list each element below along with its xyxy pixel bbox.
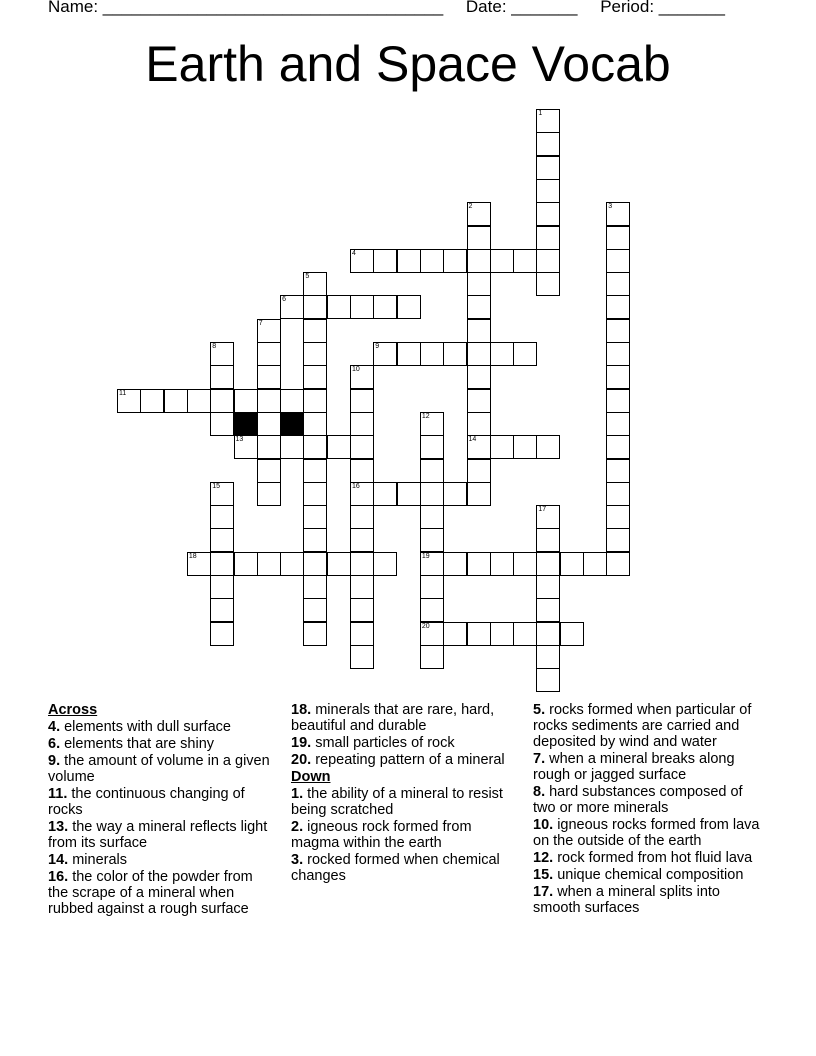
clue-number: 4 bbox=[352, 249, 356, 257]
crossword-cell[interactable] bbox=[234, 552, 258, 576]
clue-number: 1 bbox=[538, 110, 543, 117]
crossword-cell[interactable] bbox=[606, 342, 630, 366]
clue-label-number: 1. bbox=[291, 786, 304, 802]
crossword-cell[interactable] bbox=[513, 249, 537, 273]
clue-number: 18 bbox=[188, 552, 197, 560]
clue-text: the continuous changing of rocks bbox=[48, 786, 245, 818]
clue-label-number: 17. bbox=[533, 884, 554, 900]
crossword-cell[interactable] bbox=[490, 249, 514, 273]
crossword-cell[interactable] bbox=[420, 528, 444, 552]
clue-label-number: 11. bbox=[48, 786, 68, 802]
clue-label-number: 14. bbox=[48, 852, 69, 868]
crossword-cell[interactable] bbox=[373, 342, 397, 366]
crossword-cell[interactable] bbox=[536, 528, 560, 552]
down-clue bbox=[533, 884, 768, 916]
clue-text: the color of the powder from the scrape of a mineral when rubbed against a rough surface bbox=[48, 869, 253, 917]
clue-number: 7 bbox=[258, 319, 263, 327]
crossword-cell[interactable] bbox=[420, 645, 444, 669]
crossword-cell[interactable] bbox=[303, 365, 327, 389]
crossword-cell[interactable] bbox=[606, 249, 630, 273]
clue-number: 6 bbox=[282, 296, 286, 304]
clue-label-number: 13. bbox=[48, 819, 69, 835]
crossword-cell[interactable] bbox=[257, 365, 281, 389]
clue-text: when a mineral breaks along rough or jagged surface bbox=[533, 751, 735, 783]
crossword-cell[interactable] bbox=[350, 598, 374, 622]
crossword-cell[interactable] bbox=[606, 272, 630, 296]
across-heading: Across bbox=[48, 702, 98, 718]
clue-text: elements that are shiny bbox=[60, 736, 215, 752]
crossword-cell[interactable] bbox=[606, 389, 630, 413]
crossword-cell[interactable] bbox=[350, 295, 374, 319]
crossword-cell[interactable] bbox=[536, 645, 560, 669]
crossword-cell[interactable] bbox=[303, 598, 327, 622]
clue-text: rocks formed when particular of rocks sediments are carried and deposited by wind and water bbox=[533, 702, 752, 750]
crossword-cell[interactable] bbox=[234, 435, 258, 459]
crossword-cell[interactable] bbox=[257, 412, 281, 436]
crossword-cell[interactable] bbox=[373, 482, 397, 506]
crossword-cell[interactable] bbox=[420, 249, 444, 273]
crossword-cell[interactable] bbox=[467, 272, 491, 296]
crossword-cell[interactable] bbox=[583, 552, 607, 576]
crossword-cell[interactable] bbox=[117, 389, 141, 413]
crossword-cell[interactable] bbox=[536, 622, 560, 646]
down-clue bbox=[533, 817, 768, 849]
crossword-cell[interactable] bbox=[536, 552, 560, 576]
crossword-cell[interactable] bbox=[303, 575, 327, 599]
across-clue bbox=[48, 753, 273, 785]
crossword-cell[interactable] bbox=[420, 342, 444, 366]
clue-number: 19 bbox=[421, 552, 430, 560]
crossword-cell[interactable] bbox=[606, 319, 630, 343]
clue-label-number: 5. bbox=[533, 702, 546, 718]
clues-column-1 bbox=[48, 702, 273, 918]
black-cell bbox=[234, 412, 258, 436]
crossword-cell[interactable] bbox=[350, 459, 374, 483]
crossword-cell[interactable] bbox=[443, 622, 467, 646]
crossword-cell[interactable] bbox=[210, 482, 234, 506]
across-clue bbox=[48, 869, 273, 917]
crossword-cell[interactable] bbox=[606, 295, 630, 319]
down-clue bbox=[533, 784, 768, 816]
crossword-cell[interactable] bbox=[257, 342, 281, 366]
clue-text: the amount of volume in a given volume bbox=[48, 753, 270, 785]
clue-text: unique chemical composition bbox=[553, 867, 744, 883]
crossword-cell[interactable] bbox=[210, 528, 234, 552]
crossword-cell[interactable] bbox=[350, 528, 374, 552]
crossword-cell[interactable] bbox=[210, 598, 234, 622]
crossword-cell[interactable] bbox=[257, 435, 281, 459]
clue-text: igneous rock formed from magma within the earth bbox=[291, 819, 472, 851]
crossword-cell[interactable] bbox=[257, 389, 281, 413]
across-clue bbox=[48, 852, 273, 868]
crossword-cell[interactable] bbox=[467, 319, 491, 343]
crossword-cell[interactable] bbox=[606, 226, 630, 250]
crossword-cell[interactable] bbox=[327, 295, 351, 319]
clue-label-number: 6. bbox=[48, 736, 61, 752]
clue-label-number: 7. bbox=[533, 751, 546, 767]
across-clue bbox=[48, 786, 273, 818]
crossword-cell[interactable] bbox=[490, 622, 514, 646]
crossword-cell[interactable] bbox=[420, 552, 444, 576]
crossword-cell[interactable] bbox=[606, 365, 630, 389]
crossword-cell[interactable] bbox=[373, 295, 397, 319]
across-clue bbox=[291, 752, 521, 768]
down-clue bbox=[533, 850, 768, 866]
clue-label-number: 12. bbox=[533, 850, 554, 866]
crossword-cell[interactable] bbox=[443, 482, 467, 506]
crossword-cell[interactable] bbox=[164, 389, 188, 413]
clue-text: small particles of rock bbox=[311, 735, 455, 751]
clue-label-number: 3. bbox=[291, 852, 304, 868]
clues-column-3 bbox=[533, 702, 768, 917]
across-clue bbox=[48, 819, 273, 851]
clue-label-number: 19. bbox=[291, 735, 312, 751]
crossword-cell[interactable] bbox=[280, 389, 304, 413]
crossword-cell[interactable] bbox=[303, 412, 327, 436]
crossword-cell[interactable] bbox=[280, 435, 304, 459]
clue-text: the way a mineral reflects light from its surface bbox=[48, 819, 268, 851]
crossword-cell[interactable] bbox=[513, 342, 537, 366]
crossword-cell[interactable] bbox=[467, 342, 491, 366]
crossword-cell[interactable] bbox=[210, 552, 234, 576]
crossword-cell[interactable] bbox=[280, 295, 304, 319]
crossword-cell[interactable] bbox=[303, 459, 327, 483]
crossword-cell[interactable] bbox=[420, 435, 444, 459]
across-clue bbox=[291, 702, 521, 734]
clue-text: when a mineral splits into smooth surfaces bbox=[533, 884, 720, 916]
clue-text: igneous rocks formed from lava on the outside of the earth bbox=[533, 817, 760, 849]
black-cell bbox=[280, 412, 304, 436]
clue-number: 12 bbox=[421, 412, 430, 420]
down-heading: Down bbox=[291, 769, 331, 785]
crossword-cell[interactable] bbox=[536, 505, 560, 529]
clue-number: 17 bbox=[538, 506, 547, 514]
clue-number: 16 bbox=[352, 482, 360, 490]
crossword-cell[interactable] bbox=[513, 622, 537, 646]
crossword-cell[interactable] bbox=[303, 295, 327, 319]
crossword-cell[interactable] bbox=[210, 412, 234, 436]
clue-label-number: 9. bbox=[48, 753, 61, 769]
crossword-cell[interactable] bbox=[350, 365, 374, 389]
crossword-cell[interactable] bbox=[397, 295, 421, 319]
crossword-cell[interactable] bbox=[513, 435, 537, 459]
clue-number: 20 bbox=[421, 622, 430, 630]
crossword-cell[interactable] bbox=[303, 622, 327, 646]
crossword-cell[interactable] bbox=[420, 459, 444, 483]
crossword-cell[interactable] bbox=[606, 412, 630, 436]
crossword-cell[interactable] bbox=[467, 365, 491, 389]
down-clue bbox=[533, 867, 768, 883]
crossword-cell[interactable] bbox=[327, 435, 351, 459]
crossword-cell[interactable] bbox=[257, 319, 281, 343]
across-clue bbox=[48, 719, 273, 735]
crossword-cell[interactable] bbox=[350, 412, 374, 436]
crossword-cell[interactable] bbox=[606, 435, 630, 459]
crossword-cell[interactable] bbox=[303, 342, 327, 366]
crossword-cell[interactable] bbox=[560, 552, 584, 576]
crossword-cell[interactable] bbox=[467, 552, 491, 576]
crossword-cell[interactable] bbox=[210, 622, 234, 646]
crossword-cell[interactable] bbox=[443, 249, 467, 273]
period-field[interactable]: Period: _______ bbox=[600, 0, 725, 16]
crossword-cell[interactable] bbox=[536, 132, 560, 156]
down-clue bbox=[533, 751, 768, 783]
crossword-cell[interactable] bbox=[303, 505, 327, 529]
crossword-cell[interactable] bbox=[350, 389, 374, 413]
crossword-cell[interactable] bbox=[467, 389, 491, 413]
crossword-cell[interactable] bbox=[257, 482, 281, 506]
page-title: Earth and Space Vocab bbox=[145, 36, 671, 92]
clue-text: minerals that are rare, hard, beautiful and durable bbox=[291, 702, 495, 734]
crossword-cell[interactable] bbox=[257, 459, 281, 483]
down-clue bbox=[291, 786, 521, 818]
crossword-cell[interactable] bbox=[373, 552, 397, 576]
down-clue bbox=[291, 852, 521, 884]
crossword-cell[interactable] bbox=[303, 528, 327, 552]
clue-text: minerals bbox=[68, 852, 127, 868]
crossword-cell[interactable] bbox=[467, 622, 491, 646]
crossword-cell[interactable] bbox=[373, 249, 397, 273]
crossword-cell[interactable] bbox=[350, 575, 374, 599]
crossword-cell[interactable] bbox=[536, 435, 560, 459]
crossword-cell[interactable] bbox=[397, 482, 421, 506]
crossword-cell[interactable] bbox=[513, 552, 537, 576]
clue-label-number: 20. bbox=[291, 752, 312, 768]
crossword-cell[interactable] bbox=[187, 389, 211, 413]
crossword-cell[interactable] bbox=[420, 482, 444, 506]
crossword-cell[interactable] bbox=[210, 342, 234, 366]
crossword-cell[interactable] bbox=[420, 412, 444, 436]
clue-text: rocked formed when chemical changes bbox=[291, 852, 500, 884]
crossword-cell[interactable] bbox=[606, 528, 630, 552]
crossword-cell[interactable] bbox=[606, 505, 630, 529]
crossword-cell[interactable] bbox=[606, 459, 630, 483]
clue-label-number: 16. bbox=[48, 869, 69, 885]
crossword-cell[interactable] bbox=[397, 342, 421, 366]
crossword-cell[interactable] bbox=[420, 598, 444, 622]
crossword-cell[interactable] bbox=[350, 505, 374, 529]
clue-text: the ability of a mineral to resist being scratched bbox=[291, 786, 503, 818]
date-field[interactable]: Date: _______ bbox=[465, 0, 578, 16]
crossword-cell[interactable] bbox=[467, 412, 491, 436]
across-clue bbox=[291, 735, 521, 751]
name-field[interactable]: Name: ____________________________________ bbox=[48, 0, 444, 16]
crossword-cell[interactable] bbox=[280, 552, 304, 576]
crossword-cell[interactable] bbox=[350, 482, 374, 506]
crossword-cell[interactable] bbox=[490, 435, 514, 459]
clues-column-2 bbox=[291, 702, 521, 885]
crossword-cell[interactable] bbox=[420, 575, 444, 599]
clue-number: 14 bbox=[468, 436, 477, 444]
clue-text: rock formed from hot fluid lava bbox=[553, 850, 753, 866]
crossword-cell[interactable] bbox=[536, 575, 560, 599]
crossword-cell[interactable] bbox=[536, 226, 560, 250]
crossword-cell[interactable] bbox=[536, 598, 560, 622]
crossword-cell[interactable] bbox=[606, 482, 630, 506]
crossword-cell[interactable] bbox=[210, 575, 234, 599]
clue-number: 10 bbox=[352, 366, 360, 374]
crossword-cell[interactable] bbox=[303, 552, 327, 576]
crossword-cell[interactable] bbox=[606, 202, 630, 226]
clue-number: 13 bbox=[235, 436, 244, 444]
crossword-cell[interactable] bbox=[467, 435, 491, 459]
crossword-cell[interactable] bbox=[140, 389, 164, 413]
crossword-cell[interactable] bbox=[420, 622, 444, 646]
clue-label-number: 8. bbox=[533, 784, 546, 800]
crossword-cell[interactable] bbox=[560, 622, 584, 646]
crossword-cell[interactable] bbox=[490, 342, 514, 366]
crossword-cell[interactable] bbox=[303, 482, 327, 506]
down-clue bbox=[291, 819, 521, 851]
crossword-cell[interactable] bbox=[490, 552, 514, 576]
clue-label-number: 2. bbox=[291, 819, 304, 835]
crossword-cell[interactable] bbox=[327, 552, 351, 576]
clue-number: 9 bbox=[375, 343, 380, 350]
crossword-cell[interactable] bbox=[257, 552, 281, 576]
clue-number: 2 bbox=[468, 203, 473, 211]
crossword-cell[interactable] bbox=[187, 552, 211, 576]
clue-number: 3 bbox=[608, 203, 613, 211]
crossword-cell[interactable] bbox=[350, 622, 374, 646]
crossword-cell[interactable] bbox=[443, 552, 467, 576]
crossword-cell[interactable] bbox=[536, 109, 560, 133]
crossword-cell[interactable] bbox=[303, 272, 327, 296]
crossword-cell[interactable] bbox=[467, 459, 491, 483]
clue-text: elements with dull surface bbox=[60, 719, 231, 735]
crossword-cell[interactable] bbox=[234, 389, 258, 413]
crossword-cell[interactable] bbox=[210, 389, 234, 413]
down-clue bbox=[533, 702, 768, 750]
crossword-cell[interactable] bbox=[467, 202, 491, 226]
crossword-cell[interactable] bbox=[210, 505, 234, 529]
crossword-cell[interactable] bbox=[536, 156, 560, 180]
clue-text: hard substances composed of two or more minerals bbox=[533, 784, 743, 816]
clue-label-number: 4. bbox=[48, 719, 61, 735]
crossword-cell[interactable] bbox=[536, 668, 560, 692]
crossword-cell[interactable] bbox=[303, 389, 327, 413]
clue-number: 8 bbox=[212, 343, 217, 350]
crossword-cell[interactable] bbox=[536, 249, 560, 273]
crossword-cell[interactable] bbox=[350, 249, 374, 273]
crossword-cell[interactable] bbox=[420, 505, 444, 529]
crossword-cell[interactable] bbox=[350, 435, 374, 459]
crossword-cell[interactable] bbox=[350, 645, 374, 669]
crossword-cell[interactable] bbox=[397, 249, 421, 273]
clue-text: repeating pattern of a mineral bbox=[311, 752, 505, 768]
clue-number: 5 bbox=[305, 273, 310, 281]
crossword-cell[interactable] bbox=[536, 202, 560, 226]
crossword-cell[interactable] bbox=[443, 342, 467, 366]
clue-number: 11 bbox=[119, 389, 127, 397]
across-clue bbox=[48, 736, 273, 752]
crossword-cell[interactable] bbox=[536, 179, 560, 203]
crossword-cell[interactable] bbox=[467, 249, 491, 273]
clue-label-number: 15. bbox=[533, 867, 554, 883]
clue-label-number: 10. bbox=[533, 817, 554, 833]
crossword-cell[interactable] bbox=[606, 552, 630, 576]
crossword-cell[interactable] bbox=[350, 552, 374, 576]
crossword-cell[interactable] bbox=[210, 365, 234, 389]
crossword-cell[interactable] bbox=[467, 482, 491, 506]
crossword-cell[interactable] bbox=[467, 226, 491, 250]
crossword-cell[interactable] bbox=[536, 272, 560, 296]
clue-label-number: 18. bbox=[291, 702, 312, 718]
crossword-cell[interactable] bbox=[303, 435, 327, 459]
clue-number: 15 bbox=[212, 482, 220, 490]
crossword-cell[interactable] bbox=[303, 319, 327, 343]
crossword-cell[interactable] bbox=[467, 295, 491, 319]
